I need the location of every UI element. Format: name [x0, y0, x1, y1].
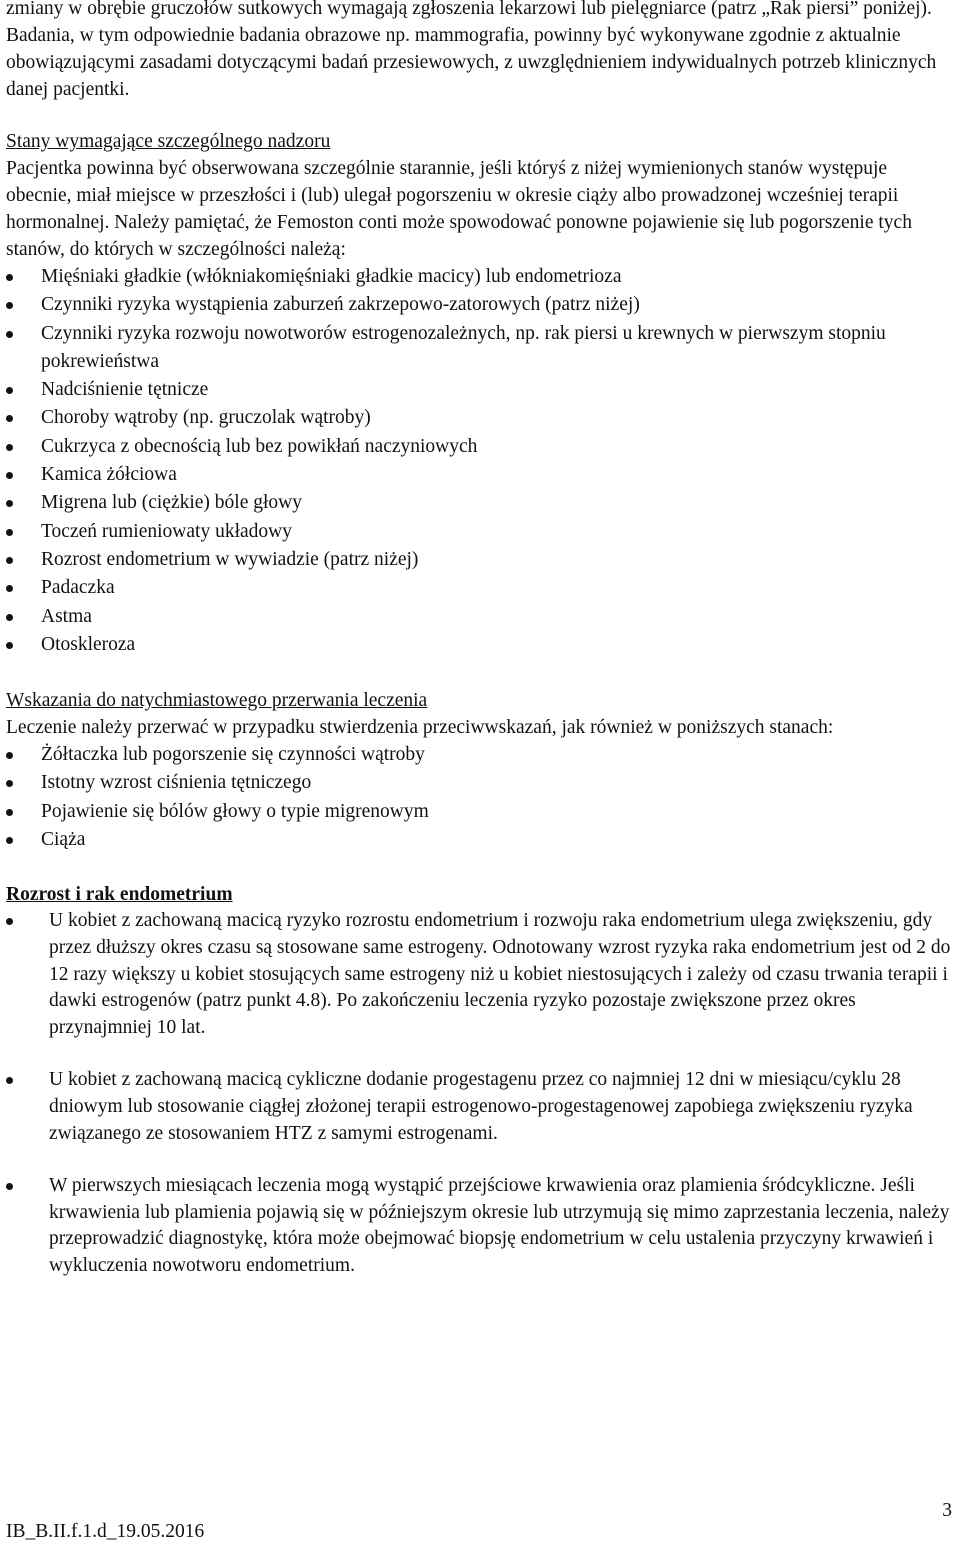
list-item-text: Migrena lub (ciężkie) bóle głowy	[41, 492, 302, 514]
bullet-icon	[6, 780, 13, 787]
bullet-icon	[6, 642, 13, 649]
document-content	[6, 0, 954, 1305]
list-item	[6, 798, 954, 826]
list-item	[6, 826, 954, 854]
bullet-icon	[6, 557, 13, 564]
bullet-icon	[6, 472, 13, 479]
list-item-text: W pierwszych miesiącach leczenia mogą wystąpić przejściowe krwawienia oraz plamienia śródcykliczne. Jeśli krwawienia lub plamienia pojawią się w późniejszym okresie lub utrzymują się mimo zaprzestania leczenia, należy przeprowadzić diagnostykę, która może obejmować biopsję endometrium w celu ustalenia przyczyny krwawień i wykluczenia nowotworu endometrium.	[49, 1175, 950, 1276]
page-number: 3	[942, 1500, 952, 1521]
bullet-icon	[6, 331, 13, 338]
list-item-text: Mięśniaki gładkie (włókniakomięśniaki gładkie macicy) lub endometrioza	[41, 266, 622, 287]
bullet-icon	[6, 500, 13, 507]
list-item	[6, 320, 954, 377]
bullet-icon	[6, 302, 13, 309]
list-item-text: Toczeń rumieniowaty układowy	[41, 520, 292, 542]
bullet-icon	[6, 918, 13, 925]
list-item	[6, 518, 954, 546]
bullet-icon	[6, 1183, 13, 1190]
list-item	[6, 1173, 954, 1279]
list-item-text: Ciąża	[41, 829, 86, 851]
bullet-icon	[6, 444, 13, 451]
list-item	[6, 291, 954, 319]
list-item	[6, 263, 954, 291]
list-item-text: Otoskleroza	[41, 633, 136, 655]
section-stop-treatment-heading: Wskazania do natychmiastowego przerwania leczenia	[6, 690, 428, 712]
list-item-text: U kobiet z zachowaną macicą cykliczne dodanie progestagenu przez co najmniej 12 dni w miesiącu/cyklu 28 dniowym lub stosowanie ciągłej złożonej terapii estrogenowo-progestagenowej zapobiega zwiększeniu ryzyka związanego ze stosowaniem HTZ z samymi estrogenami.	[49, 1069, 913, 1144]
list-item-text: U kobiet z zachowaną macicą ryzyko rozrostu endometrium i rozwoju raka endometrium ulega zwiększeniu, gdy przez dłuższy okres czasu są stosowane same estrogeny. Odnotowany wzrost ryzyka raka endometrium jest od 2 do 12 razy większy u kobiet stosujących same estrogeny niż u kobiet niestosujących i zależy od czasu trwania terapii i dawki estrogenów (patrz punkt 4.8). Po zakończeniu leczenia ryzyko pozostaje zwiększone przez okres przynajmniej 10 lat.	[49, 910, 951, 1038]
list-item	[6, 908, 954, 1041]
bullet-icon	[6, 752, 13, 759]
list-item	[6, 461, 954, 489]
list-item	[6, 489, 954, 517]
document-id: IB_B.II.f.1.d_19.05.2016	[6, 1521, 205, 1542]
section-special-monitoring-heading: Stany wymagające szczególnego nadzoru	[6, 131, 331, 152]
endometrium-list	[6, 908, 954, 1279]
list-item-text: Astma	[41, 605, 92, 627]
list-item-text: Nadciśnienie tętnicze	[41, 379, 209, 401]
section-stop-treatment	[6, 687, 954, 854]
list-item-text: Żółtaczka lub pogorszenie się czynności wątroby	[41, 744, 425, 766]
list-item	[6, 603, 954, 631]
list-item	[6, 769, 954, 797]
section-special-monitoring-body: Pacjentka powinna być obserwowana szczególnie starannie, jeśli któryś z niżej wymienionych stanów występuje obecnie, miał miejsce w przeszłości i (lub) ulegał pogorszeniu w okresie ciąży albo prowadzonej wcześniej terapii hormonalnej. Należy pamiętać, że Femoston conti może spowodować ponowne pojawienie się lub pogorszenie tych stanów, do których w szczególności należą:	[6, 158, 912, 260]
section-endometrium-heading: Rozrost i rak endometrium	[6, 884, 233, 906]
list-item-text: Rozrost endometrium w wywiadzie (patrz niżej)	[41, 548, 419, 570]
bullet-icon	[6, 585, 13, 592]
list-item-text: Choroby wątroby (np. gruczolak wątroby)	[41, 407, 371, 429]
bullet-icon	[6, 809, 13, 816]
bullet-icon	[6, 837, 13, 844]
list-item	[6, 574, 954, 602]
bullet-icon	[6, 274, 13, 281]
list-item	[6, 741, 954, 769]
bullet-icon	[6, 415, 13, 422]
list-item	[6, 631, 954, 659]
bullet-icon	[6, 1077, 13, 1084]
special-monitoring-list	[6, 263, 954, 659]
list-item-text: Czynniki ryzyka rozwoju nowotworów estrogenozależnych, np. rak piersi u krewnych w pierwszym stopniu pokrewieństwa	[41, 322, 886, 372]
section-endometrium	[6, 881, 954, 1279]
list-item	[6, 404, 954, 432]
list-item-text: Padaczka	[41, 577, 115, 599]
list-item-text: Istotny wzrost ciśnienia tętniczego	[41, 772, 312, 794]
list-item	[6, 376, 954, 404]
list-item-text: Czynniki ryzyka wystąpienia zaburzeń zakrzepowo-zatorowych (patrz niżej)	[41, 294, 640, 316]
list-item	[6, 433, 954, 461]
bullet-icon	[6, 529, 13, 536]
list-item-text: Pojawienie się bólów głowy o typie migrenowym	[41, 800, 429, 822]
list-item-text: Kamica żółciowa	[41, 464, 177, 486]
list-item-text: Cukrzyca z obecnością lub bez powikłań naczyniowych	[41, 435, 478, 457]
list-item	[6, 1067, 954, 1147]
bullet-icon	[6, 387, 13, 394]
list-item	[6, 546, 954, 574]
bullet-icon	[6, 614, 13, 621]
section-special-monitoring	[6, 128, 954, 659]
stop-treatment-list	[6, 741, 954, 854]
section-stop-treatment-body: Leczenie należy przerwać w przypadku stwierdzenia przeciwwskazań, jak również w poniższych stanach:	[6, 717, 834, 739]
intro-paragraph: zmiany w obrębie gruczołów sutkowych wymagają zgłoszenia lekarzowi lub pielęgniarce (patrz „Rak piersi” poniżej). Badania, w tym odpowiednie badania obrazowe np. mammografia, powinny być wykonywane zgodnie z aktualnie obowiązującymi zasadami dotyczącymi badań przesiewowych, z uwzględnieniem indywidualnych potrzeb klinicznych danej pacjentki.	[6, 0, 937, 100]
